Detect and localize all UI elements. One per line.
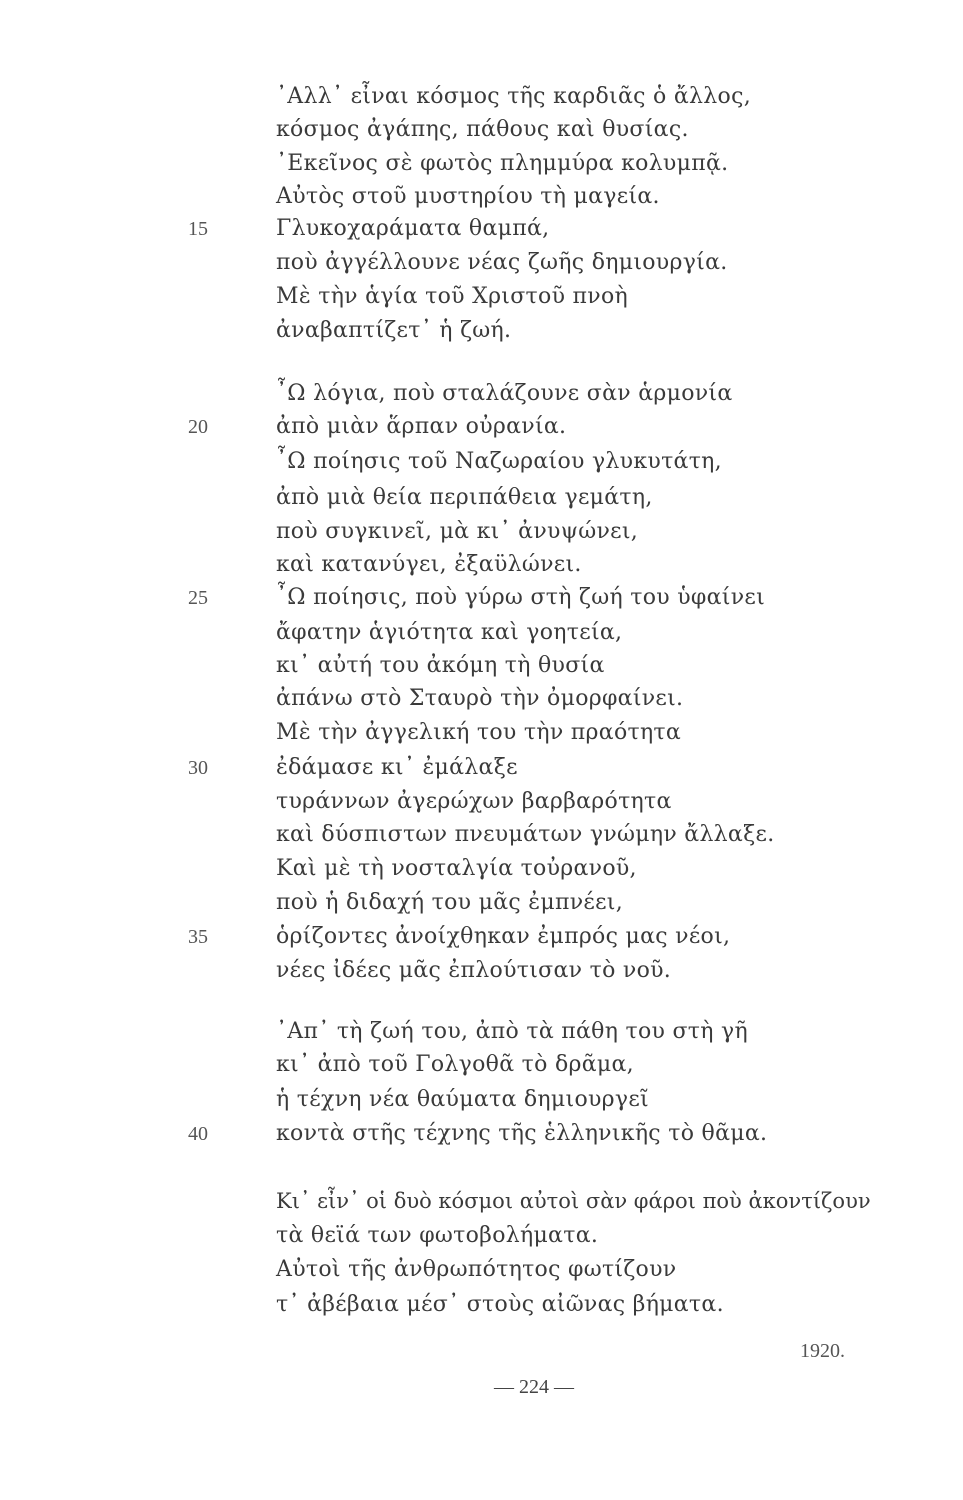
line-number: 25: [188, 587, 208, 609]
poem-line: τὰ θεϊά των φωτοβολήματα.: [276, 1223, 599, 1248]
poem-line: ἀπὸ μιὰν ἅρπαν οὐρανία.: [276, 414, 567, 439]
line-number: 35: [188, 926, 208, 948]
line-number: 40: [188, 1123, 208, 1145]
poem-line: ποὺ συγκινεῖ, μὰ κι᾿ ἀνυψώνει,: [276, 519, 639, 544]
poem-line: ἀπὸ μιὰ θεία περιπάθεια γεμάτη,: [276, 485, 653, 510]
poem-line: ῏Ω λόγια, ποὺ σταλάζουνε σὰν ἁρμονία: [276, 381, 733, 406]
page-number: — 224 —: [494, 1376, 574, 1398]
poem-line: Κι᾿ εἶν᾿ οἱ δυὸ κόσμοι αὐτοὶ σὰν φάροι ποὺ ἀκοντίζουν: [276, 1189, 871, 1213]
poem-line: ἡ τέχνη νέα θαύματα δημιουργεῖ: [276, 1087, 649, 1112]
poem-line: ἄφατην ἁγιότητα καὶ γοητεία,: [276, 620, 623, 645]
poem-line: ᾿Απ᾿ τὴ ζωή του, ἀπὸ τὰ πάθη του στὴ γῆ: [276, 1019, 748, 1044]
poem-line: Μὲ τὴν ἀγγελική του τὴν πραότητα: [276, 720, 682, 745]
poem-line: νέες ἰδέες μᾶς ἐπλούτισαν τὸ νοῦ.: [276, 958, 672, 983]
poem-line: ᾿Αλλ᾿ εἶναι κόσμος τῆς καρδιᾶς ὁ ἄλλος,: [276, 84, 751, 109]
poem-line: ποὺ ἡ διδαχή του μᾶς ἐμπνέει,: [276, 890, 624, 915]
poem-line: Καὶ μὲ τὴ νοσταλγία τοὐρανοῦ,: [276, 856, 637, 881]
line-number: 15: [188, 218, 208, 240]
poem-line: κι᾿ ἀπὸ τοῦ Γολγοθᾶ τὸ δρᾶμα,: [276, 1052, 634, 1077]
poem-line: ἀναβαπτίζετ᾿ ἡ ζωή.: [276, 318, 512, 343]
poem-line: ὁρίζοντες ἀνοίχθηκαν ἐμπρός μας νέοι,: [276, 924, 731, 949]
poem-line: Αὐτοὶ τῆς ἀνθρωπότητος φωτίζουν: [276, 1257, 677, 1282]
poem-line: κόσμος ἀγάπης, πάθους καὶ θυσίας.: [276, 117, 689, 142]
poem-line: καὶ κατανύγει, ἐξαϋλώνει.: [276, 552, 582, 577]
poem-line: ἐδάμασε κι᾿ ἐμάλαξε: [276, 755, 518, 780]
poem-line: Γλυκοχαράματα θαμπά,: [276, 216, 550, 241]
poem-line: ᾿Εκεῖνος σὲ φωτὸς πλημμύρα κολυμπᾷ.: [276, 151, 729, 176]
line-number: 30: [188, 757, 208, 779]
poem-line: Αὐτὸς στοῦ μυστηρίου τὴ μαγεία.: [276, 184, 660, 209]
poem-line: κι᾿ αὐτή του ἀκόμη τὴ θυσία: [276, 653, 605, 678]
poem-line: κοντὰ στῆς τέχνης τῆς ἑλληνικῆς τὸ θᾶμα.: [276, 1121, 768, 1146]
poem-line: τ᾿ ἀβέβαια μέσ᾿ στοὺς αἰῶνας βήματα.: [276, 1292, 724, 1317]
line-number: 20: [188, 416, 208, 438]
poem-line: ῏Ω ποίησις, ποὺ γύρω στὴ ζωή του ὑφαίνει: [276, 585, 765, 610]
poem-date: 1920.: [800, 1340, 845, 1362]
poem-line: καὶ δύσπιστων πνευμάτων γνώμην ἄλλαξε.: [276, 822, 775, 847]
poem-line: τυράννων ἀγερώχων βαρβαρότητα: [276, 789, 672, 814]
poem-line: ἀπάνω στὸ Σταυρὸ τὴν ὀμορφαίνει.: [276, 686, 684, 711]
poem-line: ποὺ ἀγγέλλουνε νέας ζωῆς δημιουργία.: [276, 250, 728, 275]
poem-line: ῏Ω ποίησις τοῦ Ναζωραίου γλυκυτάτη,: [276, 449, 722, 474]
poem-line: Μὲ τὴν ἁγία τοῦ Χριστοῦ πνοὴ: [276, 284, 628, 309]
